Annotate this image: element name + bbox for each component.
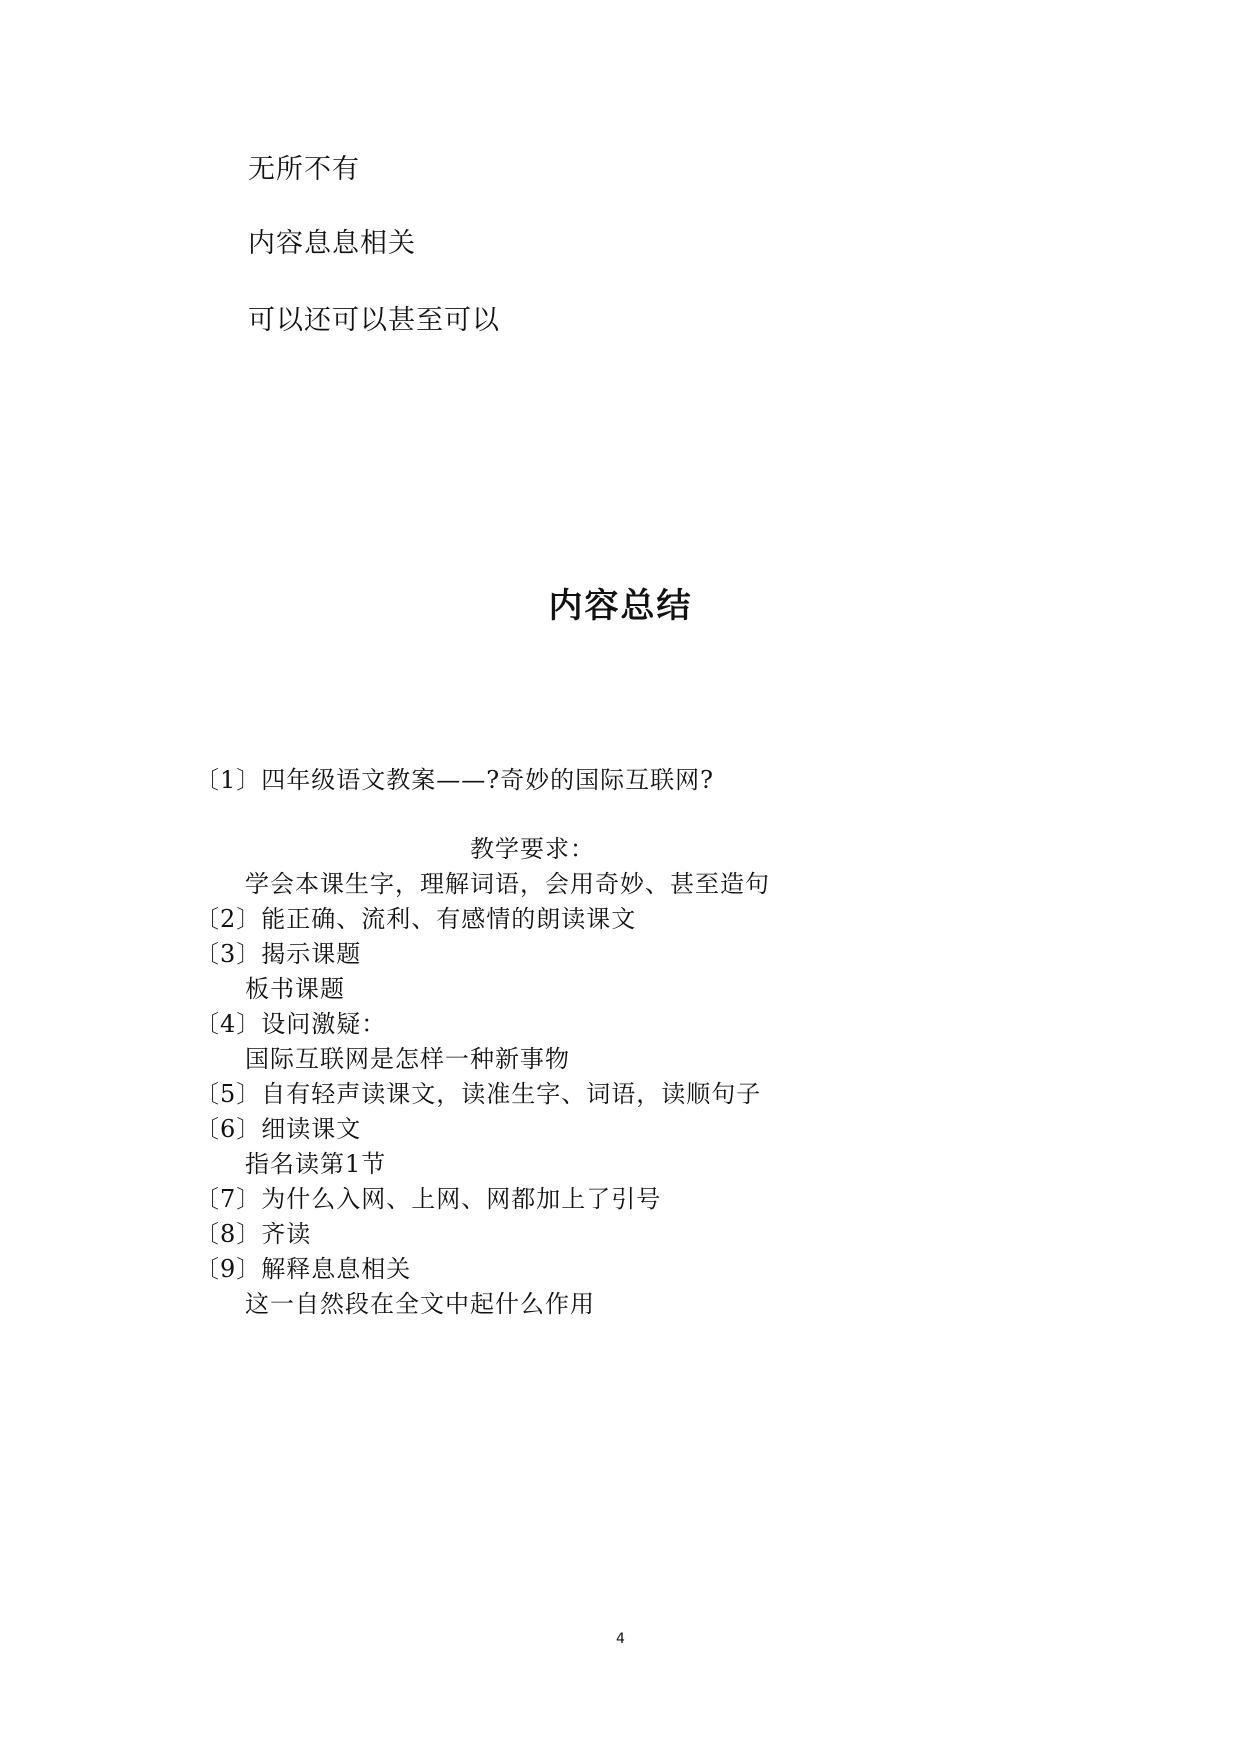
text-line: 学会本课生字，理解词语，会用奇妙、甚至造句 <box>245 870 770 898</box>
list-item: 〔3〕揭示课题 <box>195 940 362 968</box>
text-line: 板书课题 <box>245 975 345 1003</box>
list-item: 〔6〕细读课文 <box>195 1115 362 1143</box>
text-line: 可以还可以甚至可以 <box>248 305 500 336</box>
page-number: 4 <box>616 1631 625 1647</box>
text-line: 这一自然段在全文中起什么作用 <box>245 1290 595 1318</box>
list-item: 〔2〕能正确、流利、有感情的朗读课文 <box>195 905 637 933</box>
subheading: 教学要求： <box>470 835 595 863</box>
text-line: 指名读第1节 <box>245 1150 387 1178</box>
text-line: 无所不有 <box>248 154 360 185</box>
text-line: 国际互联网是怎样一种新事物 <box>245 1045 570 1073</box>
list-item: 〔4〕设问激疑： <box>195 1010 387 1038</box>
list-item: 〔7〕为什么入网、上网、网都加上了引号 <box>195 1185 662 1213</box>
list-item: 〔9〕解释息息相关 <box>195 1255 412 1283</box>
list-item: 〔8〕齐读 <box>195 1220 312 1248</box>
section-title: 内容总结 <box>548 586 693 626</box>
text-line: 内容息息相关 <box>248 228 416 259</box>
list-item: 〔5〕自有轻声读课文，读准生字、词语，读顺句子 <box>195 1080 762 1108</box>
list-item: 〔1〕四年级语文教案——?奇妙的国际互联网? <box>195 766 715 794</box>
